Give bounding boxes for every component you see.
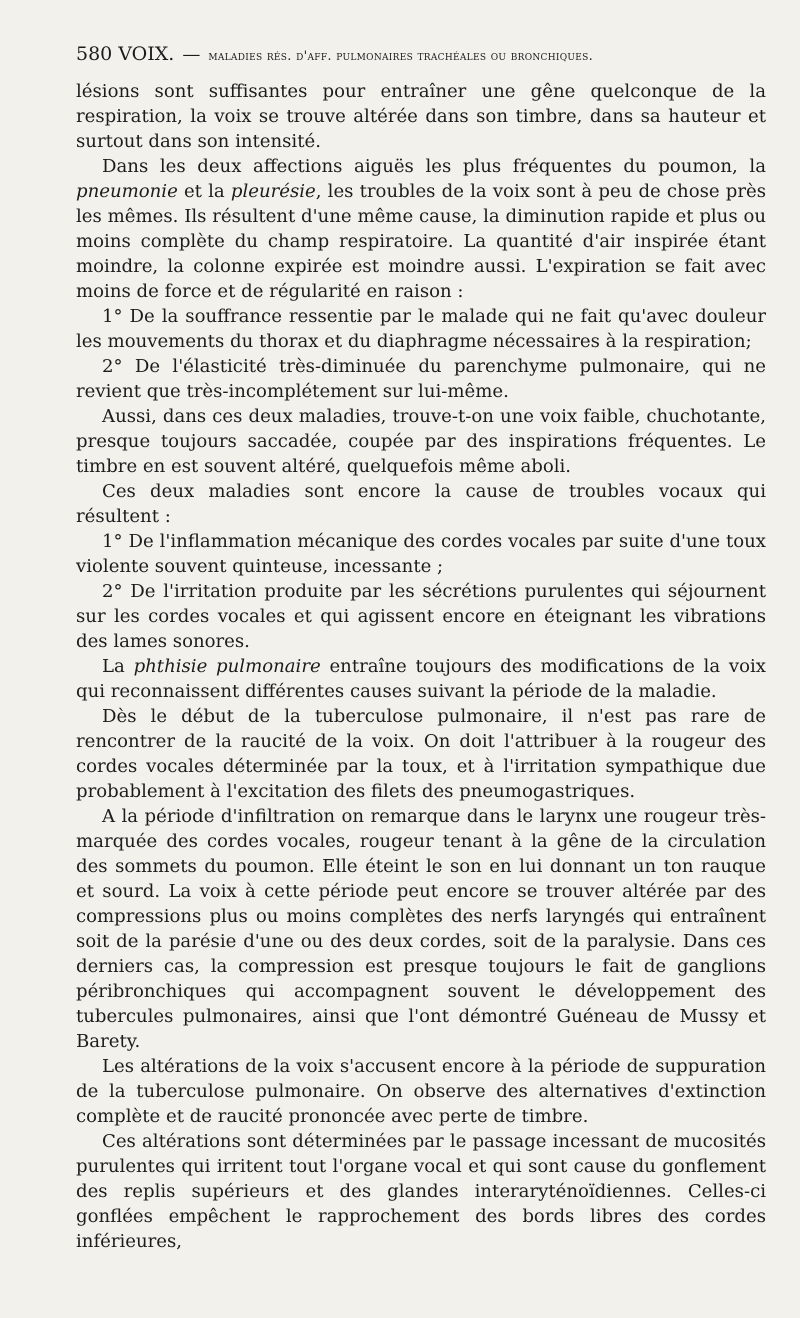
paragraph: La phthisie pulmonaire entraîne toujours des modifications de la voix qui reconnaissent différentes causes suivant la période de la maladie. <box>76 656 766 702</box>
paragraph: Ces deux maladies sont encore la cause de troubles vocaux qui résultent : <box>76 481 766 527</box>
paragraph: 1° De l'inflammation mécanique des cordes vocales par suite d'une toux violente souvent quinteuse, incessante ; <box>76 531 766 577</box>
paragraph: Dans les deux affections aiguës les plus fréquentes du poumon, la pneumonie et la pleurésie, les troubles de la voix sont à peu de chose près les mêmes. Ils résultent d'une même cause, la diminution rapide et plus ou moins complète du champ respiratoire. La quantité d'air inspirée étant moindre, la colonne expirée est moindre aussi. L'expiration se fait avec moins de force et de régularité en raison : <box>76 156 766 302</box>
paragraph: lésions sont suffisantes pour entraîner une gêne quelconque de la respiration, la voix se trouve altérée dans son timbre, dans sa hauteur et surtout dans son intensité. <box>76 81 766 152</box>
section-title: VOIX. <box>118 43 175 65</box>
paragraph: Les altérations de la voix s'accusent encore à la période de suppuration de la tuberculose pulmonaire. On observe des alternatives d'extinction complète et de raucité prononcée avec perte de timbre. <box>76 1056 766 1127</box>
running-head <box>76 42 766 69</box>
emphasis-term: pneumonie <box>76 181 178 202</box>
paragraph: A la période d'infiltration on remarque dans le larynx une rougeur très-marquée des cordes vocales, rougeur tenant à la gêne de la circulation des sommets du poumon. Elle éteint le son en lui donnant un ton rauque et sourd. La voix à cette période peut encore se trouver altérée par des compressions plus ou moins complètes des nerfs laryngés qui entraînent soit de la parésie d'une ou des deux cordes, soit de la paralysie. Dans ces derniers cas, la compression est presque toujours le fait de ganglions péribronchiques qui accompagnent souvent le développement des tubercules pulmonaires, ainsi que l'ont démontré Guéneau de Mussy et Barety. <box>76 806 766 1052</box>
page-number: 580 <box>76 43 113 65</box>
body-text <box>76 79 766 1254</box>
paragraph: Aussi, dans ces deux maladies, trouve-t-on une voix faible, chuchotante, presque toujours saccadée, coupée par des inspirations fréquentes. Le timbre en est souvent altéré, quelquefois même aboli. <box>76 406 766 477</box>
paragraph: Ces altérations sont déterminées par le passage incessant de mucosités purulentes qui irritent tout l'organe vocal et qui sont cause du gonflement des replis supérieurs et des glandes interaryténoïdiennes. Celles-ci gonflées empêchent le rapprochement des bords libres des cordes inférieures, <box>76 1131 766 1252</box>
paragraph: 2° De l'élasticité très-diminuée du parenchyme pulmonaire, qui ne revient que très-incomplétement sur lui-même. <box>76 356 766 402</box>
paragraph: Dès le début de la tuberculose pulmonaire, il n'est pas rare de rencontrer de la raucité de la voix. On doit l'attribuer à la rougeur des cordes vocales déterminée par la toux, et à l'irritation sympathique due probablement à l'excitation des filets des pneumogastriques. <box>76 706 766 802</box>
paragraph: 1° De la souffrance ressentie par le malade qui ne fait qu'avec douleur les mouvements du thorax et du diaphragme nécessaires à la respiration; <box>76 306 766 352</box>
paragraph: 2° De l'irritation produite par les sécrétions purulentes qui séjournent sur les cordes vocales et qui agissent encore en éteignant les vibrations des lames sonores. <box>76 581 766 652</box>
header-separator: — <box>182 44 201 65</box>
chapter-title: maladies rés. d'aff. pulmonaires trachéales ou bronchiques. <box>208 49 594 64</box>
emphasis-term: pleurésie <box>230 181 316 202</box>
emphasis-term: phthisie pulmonaire <box>133 656 321 677</box>
